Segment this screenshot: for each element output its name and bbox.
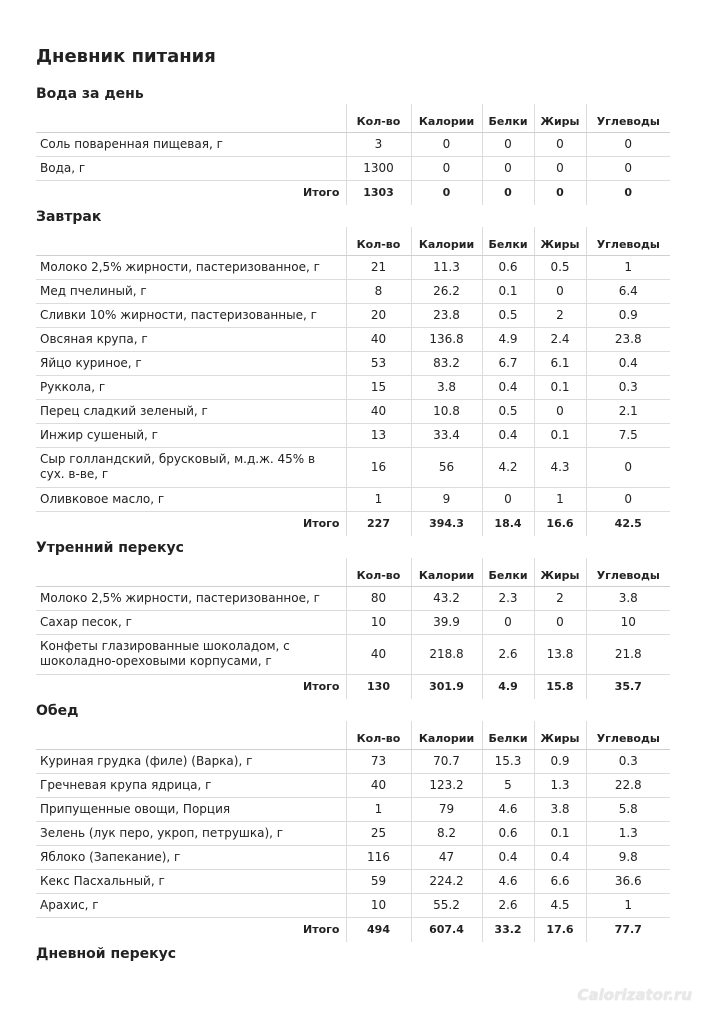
cell-carb: 23.8: [586, 327, 670, 351]
cell-fat: 0.5: [534, 255, 586, 279]
cell-fat: 1.3: [534, 773, 586, 797]
cell-cal: 0: [411, 132, 482, 156]
column-header: Жиры: [534, 558, 586, 586]
cell-fat: 0.9: [534, 749, 586, 773]
cell-pro: 4.9: [482, 327, 534, 351]
total-cal: 0: [411, 180, 482, 205]
cell-carb: 10: [586, 610, 670, 634]
total-carb: 42.5: [586, 511, 670, 536]
cell-fat: 3.8: [534, 797, 586, 821]
cell-qty: 10: [346, 610, 411, 634]
total-qty: 1303: [346, 180, 411, 205]
column-header: Кол-во: [346, 104, 411, 132]
total-carb: 77.7: [586, 917, 670, 942]
table-row: [36, 586, 670, 610]
cell-pro: 0: [482, 610, 534, 634]
cell-carb: 1: [586, 255, 670, 279]
cell-carb: 22.8: [586, 773, 670, 797]
food-name: Сыр голландский, брусковый, м.д.ж. 45% в сух. в-ве, г: [36, 447, 346, 487]
cell-qty: 16: [346, 447, 411, 487]
food-name: Гречневая крупа ядрица, г: [36, 773, 346, 797]
cell-fat: 0: [534, 610, 586, 634]
cell-carb: 0: [586, 156, 670, 180]
cell-fat: 2: [534, 303, 586, 327]
diary-page: [36, 44, 670, 964]
cell-pro: 15.3: [482, 749, 534, 773]
cell-qty: 25: [346, 821, 411, 845]
cell-pro: 2.6: [482, 634, 534, 674]
cell-pro: 2.6: [482, 893, 534, 917]
total-fat: 0: [534, 180, 586, 205]
cell-qty: 116: [346, 845, 411, 869]
cell-cal: 39.9: [411, 610, 482, 634]
column-header: Кол-во: [346, 721, 411, 749]
table-row: [36, 821, 670, 845]
header-blank: [36, 227, 346, 255]
cell-fat: 13.8: [534, 634, 586, 674]
table-row: [36, 132, 670, 156]
header-blank: [36, 104, 346, 132]
cell-carb: 21.8: [586, 634, 670, 674]
food-name: Кекс Пасхальный, г: [36, 869, 346, 893]
cell-carb: 0: [586, 447, 670, 487]
cell-pro: 0: [482, 132, 534, 156]
meal-table: [36, 558, 670, 699]
cell-carb: 0.9: [586, 303, 670, 327]
cell-cal: 8.2: [411, 821, 482, 845]
total-pro: 0: [482, 180, 534, 205]
food-name: Припущенные овощи, Порция: [36, 797, 346, 821]
cell-carb: 36.6: [586, 869, 670, 893]
total-cal: 301.9: [411, 674, 482, 699]
total-qty: 494: [346, 917, 411, 942]
cell-qty: 40: [346, 327, 411, 351]
section-title: Завтрак: [36, 209, 102, 225]
cell-qty: 10: [346, 893, 411, 917]
table-row: [36, 869, 670, 893]
cell-qty: 40: [346, 773, 411, 797]
meal-table: [36, 721, 670, 942]
cell-pro: 0.4: [482, 845, 534, 869]
column-header: Белки: [482, 558, 534, 586]
cell-cal: 23.8: [411, 303, 482, 327]
table-row: [36, 399, 670, 423]
cell-pro: 0: [482, 156, 534, 180]
cell-qty: 1: [346, 487, 411, 511]
cell-pro: 0.4: [482, 423, 534, 447]
cell-cal: 136.8: [411, 327, 482, 351]
total-cal: 394.3: [411, 511, 482, 536]
cell-qty: 59: [346, 869, 411, 893]
column-header: Белки: [482, 721, 534, 749]
meal-table: [36, 227, 670, 536]
cell-fat: 0: [534, 399, 586, 423]
cell-fat: 0.4: [534, 845, 586, 869]
food-name: Молоко 2,5% жирности, пастеризованное, г: [36, 586, 346, 610]
table-row: [36, 797, 670, 821]
food-name: Яблоко (Запекание), г: [36, 845, 346, 869]
section-title: Обед: [36, 703, 79, 719]
food-name: Вода, г: [36, 156, 346, 180]
cell-cal: 43.2: [411, 586, 482, 610]
total-row: [36, 674, 670, 699]
cell-carb: 9.8: [586, 845, 670, 869]
food-name: Перец сладкий зеленый, г: [36, 399, 346, 423]
total-fat: 15.8: [534, 674, 586, 699]
section-title: Утренний перекус: [36, 540, 184, 556]
cell-qty: 20: [346, 303, 411, 327]
column-header: Углеводы: [586, 721, 670, 749]
table-row: [36, 749, 670, 773]
cell-cal: 79: [411, 797, 482, 821]
cell-cal: 70.7: [411, 749, 482, 773]
total-pro: 18.4: [482, 511, 534, 536]
section-title: Вода за день: [36, 86, 144, 102]
cell-carb: 0.4: [586, 351, 670, 375]
table-row: [36, 447, 670, 487]
cell-qty: 1300: [346, 156, 411, 180]
cell-pro: 4.2: [482, 447, 534, 487]
cell-fat: 0.1: [534, 423, 586, 447]
total-row: [36, 917, 670, 942]
cell-fat: 6.1: [534, 351, 586, 375]
column-header: Жиры: [534, 104, 586, 132]
food-name: Руккола, г: [36, 375, 346, 399]
cell-pro: 0.6: [482, 255, 534, 279]
cell-fat: 1: [534, 487, 586, 511]
total-pro: 4.9: [482, 674, 534, 699]
total-label: Итого: [303, 517, 340, 531]
meal-table: [36, 104, 670, 205]
table-row: [36, 423, 670, 447]
cell-cal: 56: [411, 447, 482, 487]
meal-sections: [36, 84, 670, 964]
column-header: Кол-во: [346, 227, 411, 255]
column-header: Калории: [411, 721, 482, 749]
total-carb: 35.7: [586, 674, 670, 699]
cell-pro: 0: [482, 487, 534, 511]
cell-carb: 0: [586, 132, 670, 156]
cell-qty: 40: [346, 634, 411, 674]
total-fat: 16.6: [534, 511, 586, 536]
cell-qty: 3: [346, 132, 411, 156]
column-header: Кол-во: [346, 558, 411, 586]
cell-fat: 2.4: [534, 327, 586, 351]
watermark-logo: Calorizator.ru: [577, 986, 692, 1004]
cell-qty: 80: [346, 586, 411, 610]
total-fat: 17.6: [534, 917, 586, 942]
cell-carb: 2.1: [586, 399, 670, 423]
cell-cal: 224.2: [411, 869, 482, 893]
cell-fat: 0: [534, 132, 586, 156]
cell-fat: 2: [534, 586, 586, 610]
column-header: Углеводы: [586, 227, 670, 255]
cell-pro: 0.1: [482, 279, 534, 303]
cell-carb: 6.4: [586, 279, 670, 303]
cell-pro: 6.7: [482, 351, 534, 375]
cell-carb: 3.8: [586, 586, 670, 610]
cell-cal: 47: [411, 845, 482, 869]
total-row: [36, 511, 670, 536]
food-name: Овсяная крупа, г: [36, 327, 346, 351]
cell-fat: 4.3: [534, 447, 586, 487]
table-row: [36, 487, 670, 511]
cell-carb: 7.5: [586, 423, 670, 447]
cell-cal: 0: [411, 156, 482, 180]
column-header: Углеводы: [586, 104, 670, 132]
total-row: [36, 180, 670, 205]
column-header: Белки: [482, 227, 534, 255]
total-carb: 0: [586, 180, 670, 205]
cell-fat: 0: [534, 279, 586, 303]
cell-cal: 10.8: [411, 399, 482, 423]
cell-cal: 9: [411, 487, 482, 511]
total-label: Итого: [303, 923, 340, 937]
cell-qty: 13: [346, 423, 411, 447]
table-row: [36, 773, 670, 797]
total-pro: 33.2: [482, 917, 534, 942]
cell-qty: 73: [346, 749, 411, 773]
cell-fat: 0.1: [534, 821, 586, 845]
cell-pro: 0.6: [482, 821, 534, 845]
cell-carb: 5.8: [586, 797, 670, 821]
cell-qty: 15: [346, 375, 411, 399]
column-header: Калории: [411, 558, 482, 586]
cell-pro: 4.6: [482, 869, 534, 893]
total-label: Итого: [303, 680, 340, 694]
table-row: [36, 255, 670, 279]
cell-fat: 4.5: [534, 893, 586, 917]
table-row: [36, 375, 670, 399]
column-header: Жиры: [534, 721, 586, 749]
cell-carb: 1: [586, 893, 670, 917]
food-name: Сахар песок, г: [36, 610, 346, 634]
cell-pro: 0.4: [482, 375, 534, 399]
column-header: Белки: [482, 104, 534, 132]
cell-cal: 26.2: [411, 279, 482, 303]
header-blank: [36, 558, 346, 586]
food-name: Зелень (лук перо, укроп, петрушка), г: [36, 821, 346, 845]
cell-cal: 123.2: [411, 773, 482, 797]
food-name: Конфеты глазированные шоколадом, с шоколадно-ореховыми корпусами, г: [36, 634, 346, 674]
header-blank: [36, 721, 346, 749]
total-cal: 607.4: [411, 917, 482, 942]
cell-qty: 40: [346, 399, 411, 423]
cell-carb: 0.3: [586, 375, 670, 399]
cell-qty: 21: [346, 255, 411, 279]
cell-pro: 0.5: [482, 303, 534, 327]
column-header: Калории: [411, 227, 482, 255]
cell-pro: 2.3: [482, 586, 534, 610]
table-row: [36, 279, 670, 303]
cell-qty: 53: [346, 351, 411, 375]
table-row: [36, 610, 670, 634]
cell-qty: 1: [346, 797, 411, 821]
section-title: Дневной перекус: [36, 946, 177, 962]
food-name: Арахис, г: [36, 893, 346, 917]
table-row: [36, 303, 670, 327]
table-row: [36, 327, 670, 351]
table-row: [36, 634, 670, 674]
cell-pro: 0.5: [482, 399, 534, 423]
food-name: Соль поваренная пищевая, г: [36, 132, 346, 156]
food-name: Оливковое масло, г: [36, 487, 346, 511]
food-name: Куриная грудка (филе) (Варка), г: [36, 749, 346, 773]
total-qty: 227: [346, 511, 411, 536]
cell-cal: 11.3: [411, 255, 482, 279]
cell-fat: 0: [534, 156, 586, 180]
cell-carb: 0: [586, 487, 670, 511]
page-title: Дневник питания: [36, 46, 216, 67]
food-name: Мед пчелиный, г: [36, 279, 346, 303]
food-name: Яйцо куриное, г: [36, 351, 346, 375]
cell-pro: 5: [482, 773, 534, 797]
table-row: [36, 156, 670, 180]
cell-cal: 3.8: [411, 375, 482, 399]
cell-fat: 6.6: [534, 869, 586, 893]
table-row: [36, 893, 670, 917]
cell-cal: 218.8: [411, 634, 482, 674]
cell-carb: 1.3: [586, 821, 670, 845]
cell-pro: 4.6: [482, 797, 534, 821]
cell-cal: 55.2: [411, 893, 482, 917]
food-name: Сливки 10% жирности, пастеризованные, г: [36, 303, 346, 327]
column-header: Калории: [411, 104, 482, 132]
table-row: [36, 351, 670, 375]
column-header: Углеводы: [586, 558, 670, 586]
cell-fat: 0.1: [534, 375, 586, 399]
total-qty: 130: [346, 674, 411, 699]
table-row: [36, 845, 670, 869]
cell-cal: 33.4: [411, 423, 482, 447]
total-label: Итого: [303, 186, 340, 200]
food-name: Молоко 2,5% жирности, пастеризованное, г: [36, 255, 346, 279]
cell-cal: 83.2: [411, 351, 482, 375]
cell-carb: 0.3: [586, 749, 670, 773]
food-name: Инжир сушеный, г: [36, 423, 346, 447]
cell-qty: 8: [346, 279, 411, 303]
column-header: Жиры: [534, 227, 586, 255]
